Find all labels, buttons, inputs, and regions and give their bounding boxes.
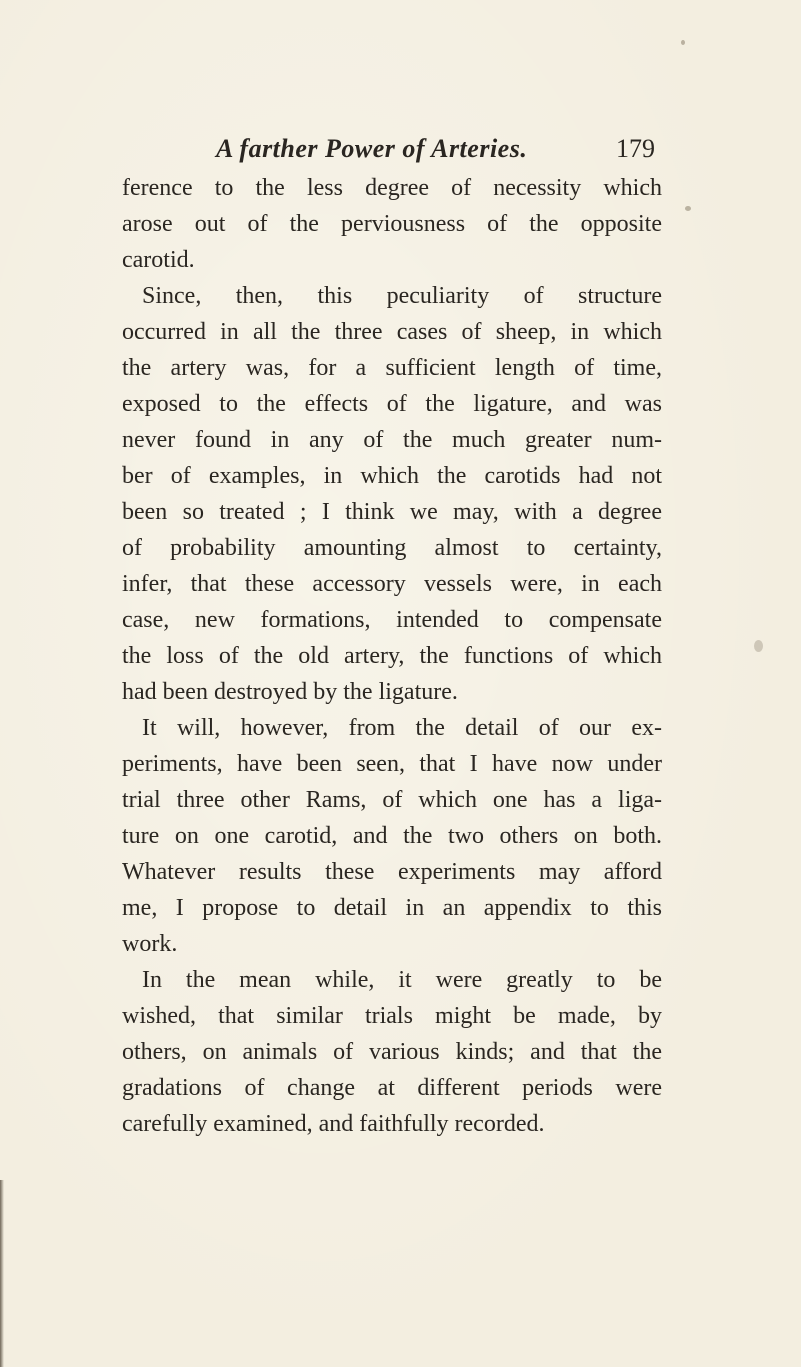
text-line: the artery was, for a sufficient length of time,: [122, 355, 662, 381]
text-line: ture on one carotid, and the two others on both.: [122, 823, 662, 849]
page-edge-shadow: [0, 1180, 4, 1367]
text-line: It will, however, from the detail of our ex-: [142, 715, 662, 741]
text-line: the loss of the old artery, the functions of which: [122, 643, 662, 669]
text-line: carotid.: [122, 247, 195, 273]
text-line: infer, that these accessory vessels were, in each: [122, 571, 662, 597]
text-line: ference to the less degree of necessity which: [122, 175, 662, 201]
text-line: case, new formations, intended to compensate: [122, 607, 662, 633]
text-line: gradations of change at different periods were: [122, 1075, 662, 1101]
text-line: been so treated ; I think we may, with a degree: [122, 499, 662, 525]
text-line: me, I propose to detail in an appendix to this: [122, 895, 662, 921]
text-line: In the mean while, it were greatly to be: [142, 967, 662, 993]
text-line: carefully examined, and faithfully recorded.: [122, 1111, 545, 1137]
text-line: ber of examples, in which the carotids had not: [122, 463, 662, 489]
paper-speck: [685, 206, 691, 211]
body-text: [122, 170, 662, 1142]
text-line: Whatever results these experiments may afford: [122, 859, 662, 885]
text-line: wished, that similar trials might be made, by: [122, 1003, 662, 1029]
paper-speck: [681, 40, 685, 45]
paper-speck: [754, 640, 763, 652]
text-line: never found in any of the much greater num-: [122, 427, 662, 453]
text-line: work.: [122, 931, 178, 957]
text-line: occurred in all the three cases of sheep, in which: [122, 319, 662, 345]
text-line: had been destroyed by the ligature.: [122, 679, 458, 705]
text-line: Since, then, this peculiarity of structure: [142, 283, 662, 309]
text-line: exposed to the effects of the ligature, and was: [122, 391, 662, 417]
text-line: periments, have been seen, that I have now under: [122, 751, 662, 777]
text-line: trial three other Rams, of which one has a liga-: [122, 787, 662, 813]
running-title: A farther Power of Arteries.: [216, 134, 528, 163]
page-header: [0, 134, 801, 174]
text-line: arose out of the perviousness of the opposite: [122, 211, 662, 237]
text-line: of probability amounting almost to certainty,: [122, 535, 662, 561]
text-line: others, on animals of various kinds; and that the: [122, 1039, 662, 1065]
page-number: 179: [616, 134, 655, 163]
